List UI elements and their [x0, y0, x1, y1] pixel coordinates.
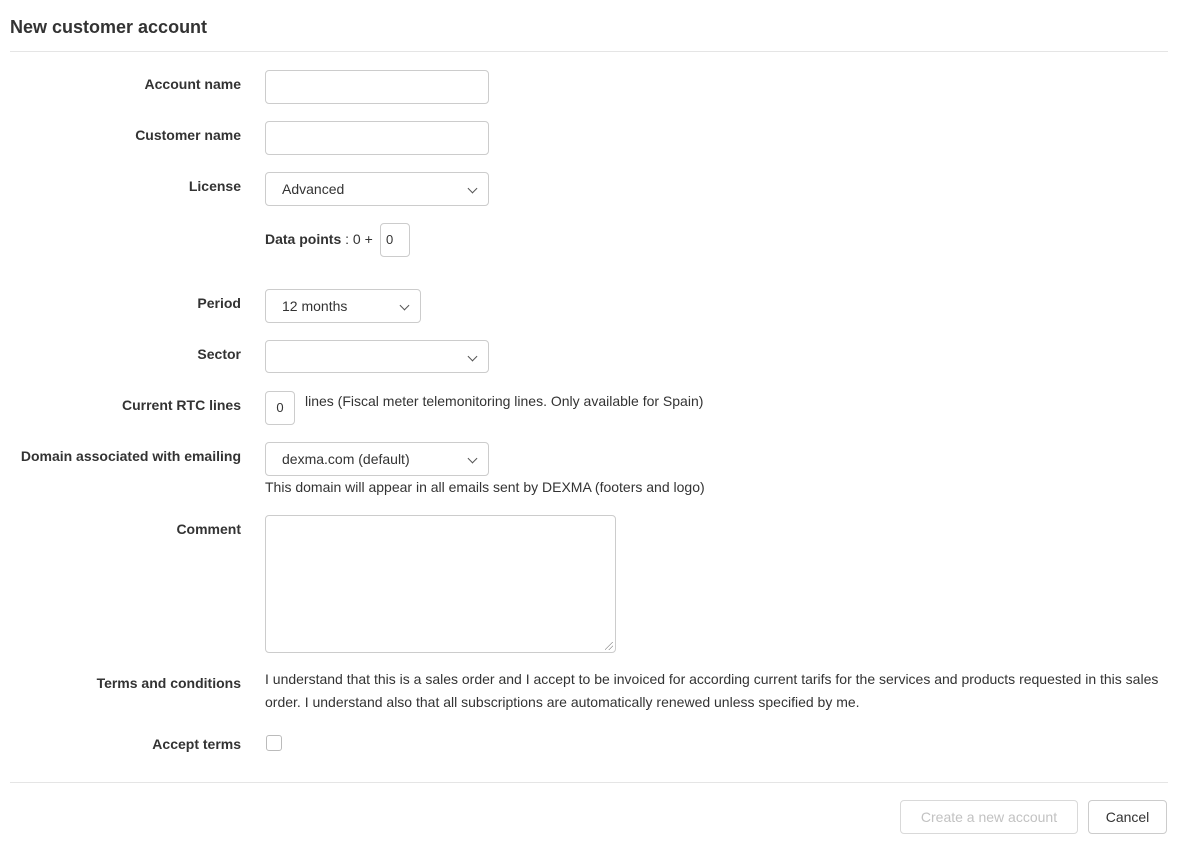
create-account-button[interactable]: Create a new account: [900, 800, 1078, 834]
terms-text: I understand that this is a sales order and I accept to be invoiced for according current tarifs for the services and products requested in this sales order. I understand also that all subscriptions are automatically renewed unless specified by me.: [265, 671, 1159, 710]
chevron-down-icon: [468, 184, 478, 194]
data-points-row: [265, 231, 373, 247]
data-points-text: : 0 +: [341, 231, 373, 247]
domain-select[interactable]: [265, 442, 489, 476]
sector-label: Sector: [197, 346, 241, 362]
rtc-lines-label: Current RTC lines: [121, 397, 241, 413]
data-points-label: Data points: [265, 231, 342, 247]
comment-textarea[interactable]: [265, 515, 616, 653]
account-name-label: Account name: [144, 76, 241, 92]
data-points-input[interactable]: 0: [380, 223, 410, 257]
footer-divider: [10, 782, 1168, 783]
period-selected-value: 12 months: [282, 298, 348, 314]
period-label: Period: [197, 295, 241, 311]
chevron-down-icon: [400, 301, 410, 311]
sector-select[interactable]: [265, 340, 489, 373]
license-label: License: [188, 178, 241, 194]
account-name-input[interactable]: [265, 70, 489, 104]
comment-label: Comment: [176, 521, 241, 537]
license-selected-value: Advanced: [282, 181, 345, 197]
header-divider: [10, 51, 1168, 52]
customer-name-label: Customer name: [135, 127, 241, 143]
domain-selected-value: dexma.com (default): [282, 451, 410, 467]
customer-name-input[interactable]: [265, 121, 489, 155]
cancel-button[interactable]: Cancel: [1088, 800, 1167, 834]
chevron-down-icon: [468, 352, 478, 362]
resize-handle-icon[interactable]: [605, 642, 613, 650]
chevron-down-icon: [468, 454, 478, 464]
terms-label: Terms and conditions: [96, 675, 241, 691]
accept-terms-label: Accept terms: [152, 736, 241, 752]
license-select[interactable]: [265, 172, 489, 206]
rtc-lines-help: lines (Fiscal meter telemonitoring lines. Only available for Spain): [305, 393, 704, 409]
domain-help: This domain will appear in all emails sent by DEXMA (footers and logo): [265, 479, 705, 495]
page-title: New customer account: [10, 17, 208, 37]
rtc-lines-input[interactable]: 0: [265, 391, 295, 425]
domain-label: Domain associated with emailing: [20, 448, 241, 464]
period-select[interactable]: [265, 289, 421, 323]
accept-terms-checkbox[interactable]: [266, 735, 282, 751]
